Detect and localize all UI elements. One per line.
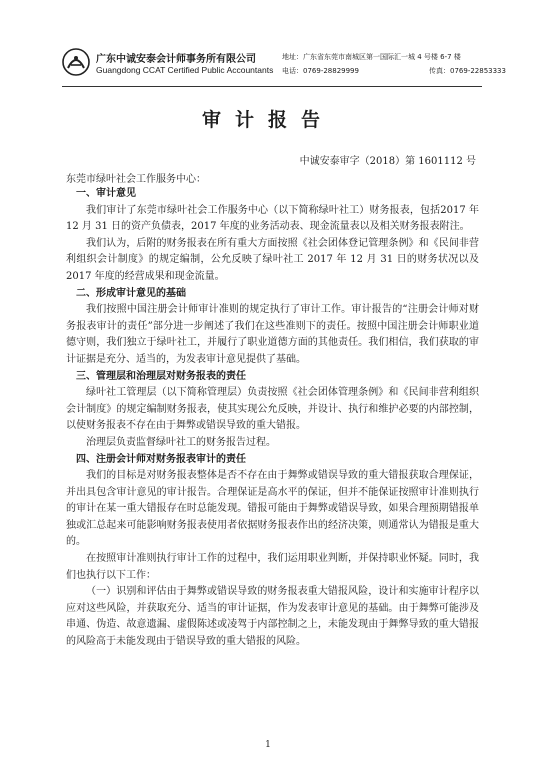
firm-fax: 传真：0769-22853333 xyxy=(429,67,506,75)
addressee: 东莞市绿叶社会工作服务中心： xyxy=(66,174,206,185)
paragraph: 我们审计了东莞市绿叶社会工作服务中心（以下简称绿叶社工）财务报表，包括2017 年 12 月 31 日的资产负债表，2017 年度的业务活动表、现金流量表以及相关财务报表附注。 xyxy=(66,204,479,233)
report-title: 审计报告 xyxy=(201,109,334,131)
paragraph: 我们按照中国注册会计师审计准则的规定执行了审计工作。审计报告的“注册会计师对财务报表审计的责任”部分进一步阐述了我们在这些准则下的责任。按照中国注册会计师职业道德守则，我们独立于绿叶社工，并履行了职业道德方面的其他责任。我们相信，我们获取的审计证据是充分、适当的，为发表审计意见提供了基础。 xyxy=(66,304,479,365)
firm-address: 地址：广东省东莞市南城区第一国际汇一城 4 号楼 6-7 楼 xyxy=(282,53,461,61)
paragraph: （一）识别和评估由于舞弊或错误导致的财务报表重大错报风险，设计和实施审计程序以应对这些风险，并获取充分、适当的审计证据，作为发表审计意见的基础。由于舞弊可能涉及串通、伪造、故意遗漏、虚假陈述或凌驾于内部控制之上，未能发现由于舞弊导致的重大错报的风险高于未能发现由于错误导致的重大错报的风险。 xyxy=(66,586,479,648)
firm-name-en: Guangdong CCAT Certified Public Accountants xyxy=(96,65,274,75)
paragraph: 我们认为，后附的财务报表在所有重大方面按照《社会团体登记管理条例》和《民间非营利组织会计制度》的规定编制，公允反映了绿叶社工 2017 年 12 月 31 日的财务状况以及 2017 年度的经营成果和现金流量。 xyxy=(66,237,479,282)
section-heading-auditor-responsibility: 四、注册会计师对财务报表审计的责任 xyxy=(76,453,246,465)
paragraph: 绿叶社工管理层（以下简称管理层）负责按照《社会团体管理条例》和《民间非营利组织会计制度》的规定编制财务报表，使其实现公允反映，并设计、执行和维护必要的内部控制，以使财务报表不存在由于舞弊或错误导致的重大错报。 xyxy=(66,387,479,432)
section-heading-basis: 二、形成审计意见的基础 xyxy=(76,287,186,299)
letterhead-divider xyxy=(62,86,482,87)
section-heading-opinion: 一、审计意见 xyxy=(76,188,136,199)
paragraph: 治理层负责监督绿叶社工的财务报告过程。 xyxy=(86,436,276,448)
section-heading-management-responsibility: 三、管理层和治理层对财务报表的责任 xyxy=(76,370,246,382)
page-number: 1 xyxy=(265,740,271,750)
report-body xyxy=(66,186,479,651)
paragraph: 我们的目标是对财务报表整体是否不存在由于舞弊或错误导致的重大错报获取合理保证，并出具包含审计意见的审计报告。合理保证是高水平的保证，但并不能保证按照审计准则执行的审计在某一重大错报存在时总能发现。错报可能由于舞弊或错误导致，如果合理预期错报单独或汇总起来可能影响财务报表使用者依据财务报表作出的经济决策，则通常认为错报是重大的。 xyxy=(66,470,479,548)
firm-name-cn: 广东中诚安泰会计师事务所有限公司 xyxy=(96,54,256,65)
reference-number: 中诚安泰审字（2018）第 1601112 号 xyxy=(299,156,476,167)
firm-telephone: 电话：0769-28829999 xyxy=(282,67,359,75)
firm-logo-icon xyxy=(62,48,90,76)
paragraph: 在按照审计准则执行审计工作的过程中，我们运用职业判断，并保持职业怀疑。同时，我们也执行以下工作： xyxy=(66,553,479,581)
letterhead xyxy=(62,48,506,84)
